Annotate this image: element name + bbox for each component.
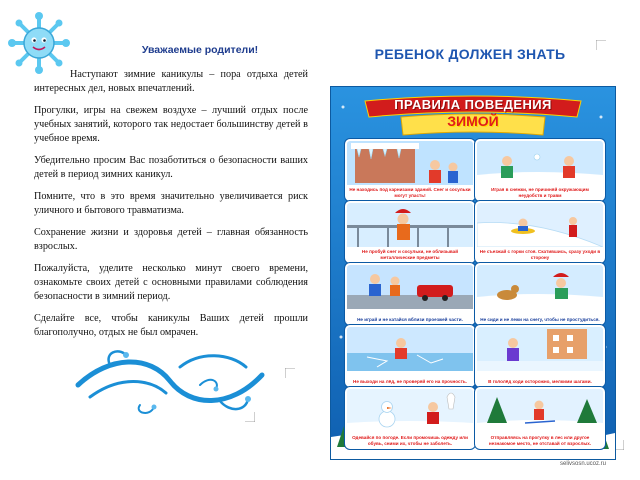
parents-letter [34, 68, 308, 348]
scene-ice-river [347, 327, 473, 371]
rule-panel [345, 201, 475, 263]
rule-caption: Не пробуй снег и сосульки, не облизывай металлические предметы [349, 249, 471, 260]
greeting-heading: Уважаемые родители! [141, 44, 259, 56]
rule-panel [345, 139, 475, 201]
rule-panel [345, 387, 475, 449]
rule-panel [475, 325, 605, 387]
scene-icy-sidewalk [477, 327, 603, 371]
winter-rules-poster [330, 86, 616, 460]
scene-snowball-play [477, 141, 603, 185]
letter-paragraph: Прогулки, игры на свежем воздухе – лучший отдых после учебных занятий, которого так недостает большинству детей в учебное время. [34, 105, 308, 144]
right-page-title: РЕБЕНОК ДОЛЖЕН ЗНАТЬ [374, 46, 566, 62]
letter-paragraph: Наступают зимние каникулы – пора отдыха детей интересных дел, новых впечатлений. [34, 69, 308, 94]
rule-caption: В гололёд ходи осторожно, мелкими шагами. [479, 379, 601, 384]
rule-caption: Не находись под карнизами зданий. Снег и сосульки могут упасть! [349, 187, 471, 198]
page-corner-mark [285, 368, 295, 378]
rule-panel [345, 263, 475, 325]
rule-caption: Не съезжай с горки стоя. Скатившись, сразу уходи в сторону [479, 249, 601, 260]
rule-caption: Не играй и не катайся вблизи проезжей части. [349, 317, 471, 322]
frost-swirl-ornament [70, 345, 270, 417]
scene-snowman-dress-warm [347, 389, 473, 433]
rule-panel [345, 325, 475, 387]
scene-sitting-in-snow [477, 265, 603, 309]
rule-caption: Не сиди и не лежи на снегу, чтобы не простудиться. [480, 316, 600, 322]
source-watermark: selivsosn.ucoz.ru [560, 461, 607, 467]
poster-title-line1: ПРАВИЛА ПОВЕДЕНИЯ [394, 97, 552, 112]
scene-licking-railing [347, 203, 473, 247]
page-corner-mark [245, 412, 255, 422]
rule-panel [475, 387, 605, 449]
rule-panel [475, 139, 605, 201]
rule-caption: Не выходи на лёд, не проверяй его на прочность. [349, 379, 471, 384]
letter-paragraph: Убедительно просим Вас позаботиться о безопасности ваших детей в период зимних каникул. [34, 155, 308, 180]
letter-paragraph: Пожалуйста, уделите несколько минут своего времени, ознакомьте своих детей с основными правилами соблюдения безопасности в зимний период. [34, 263, 308, 302]
letter-paragraph: Сделайте все, чтобы каникулы Ваших детей прошли благополучно, отдых не был омрачен. [34, 313, 308, 338]
scene-skiing-forest [477, 389, 603, 433]
rule-caption: Одевайся по погоде. Если промочишь одежду или обувь, сними их, чтобы не заболеть. [349, 435, 471, 446]
scene-sled-hill [477, 203, 603, 247]
poster-title-line2: ЗИМОЙ [447, 113, 499, 129]
rule-panel [475, 263, 605, 325]
letter-paragraph: Сохранение жизни и здоровья детей – главная обязанность взрослых. [34, 227, 308, 252]
snowflake-character-icon [8, 12, 70, 74]
rule-caption: Играя в снежки, не причиняй окружающим неудобств и травм [479, 187, 601, 198]
rule-caption: Отправляясь на прогулку в лес или другое незнакомое место, не отставай от взрослых. [479, 435, 601, 446]
rule-panel [475, 201, 605, 263]
scene-icicles-building [347, 141, 473, 185]
page-corner-mark [596, 40, 606, 50]
letter-paragraph: Помните, что в это время значительно увеличивается риск уличного и бытового травматизма. [34, 191, 308, 216]
left-page [0, 0, 318, 480]
scene-road-cars [347, 265, 473, 309]
